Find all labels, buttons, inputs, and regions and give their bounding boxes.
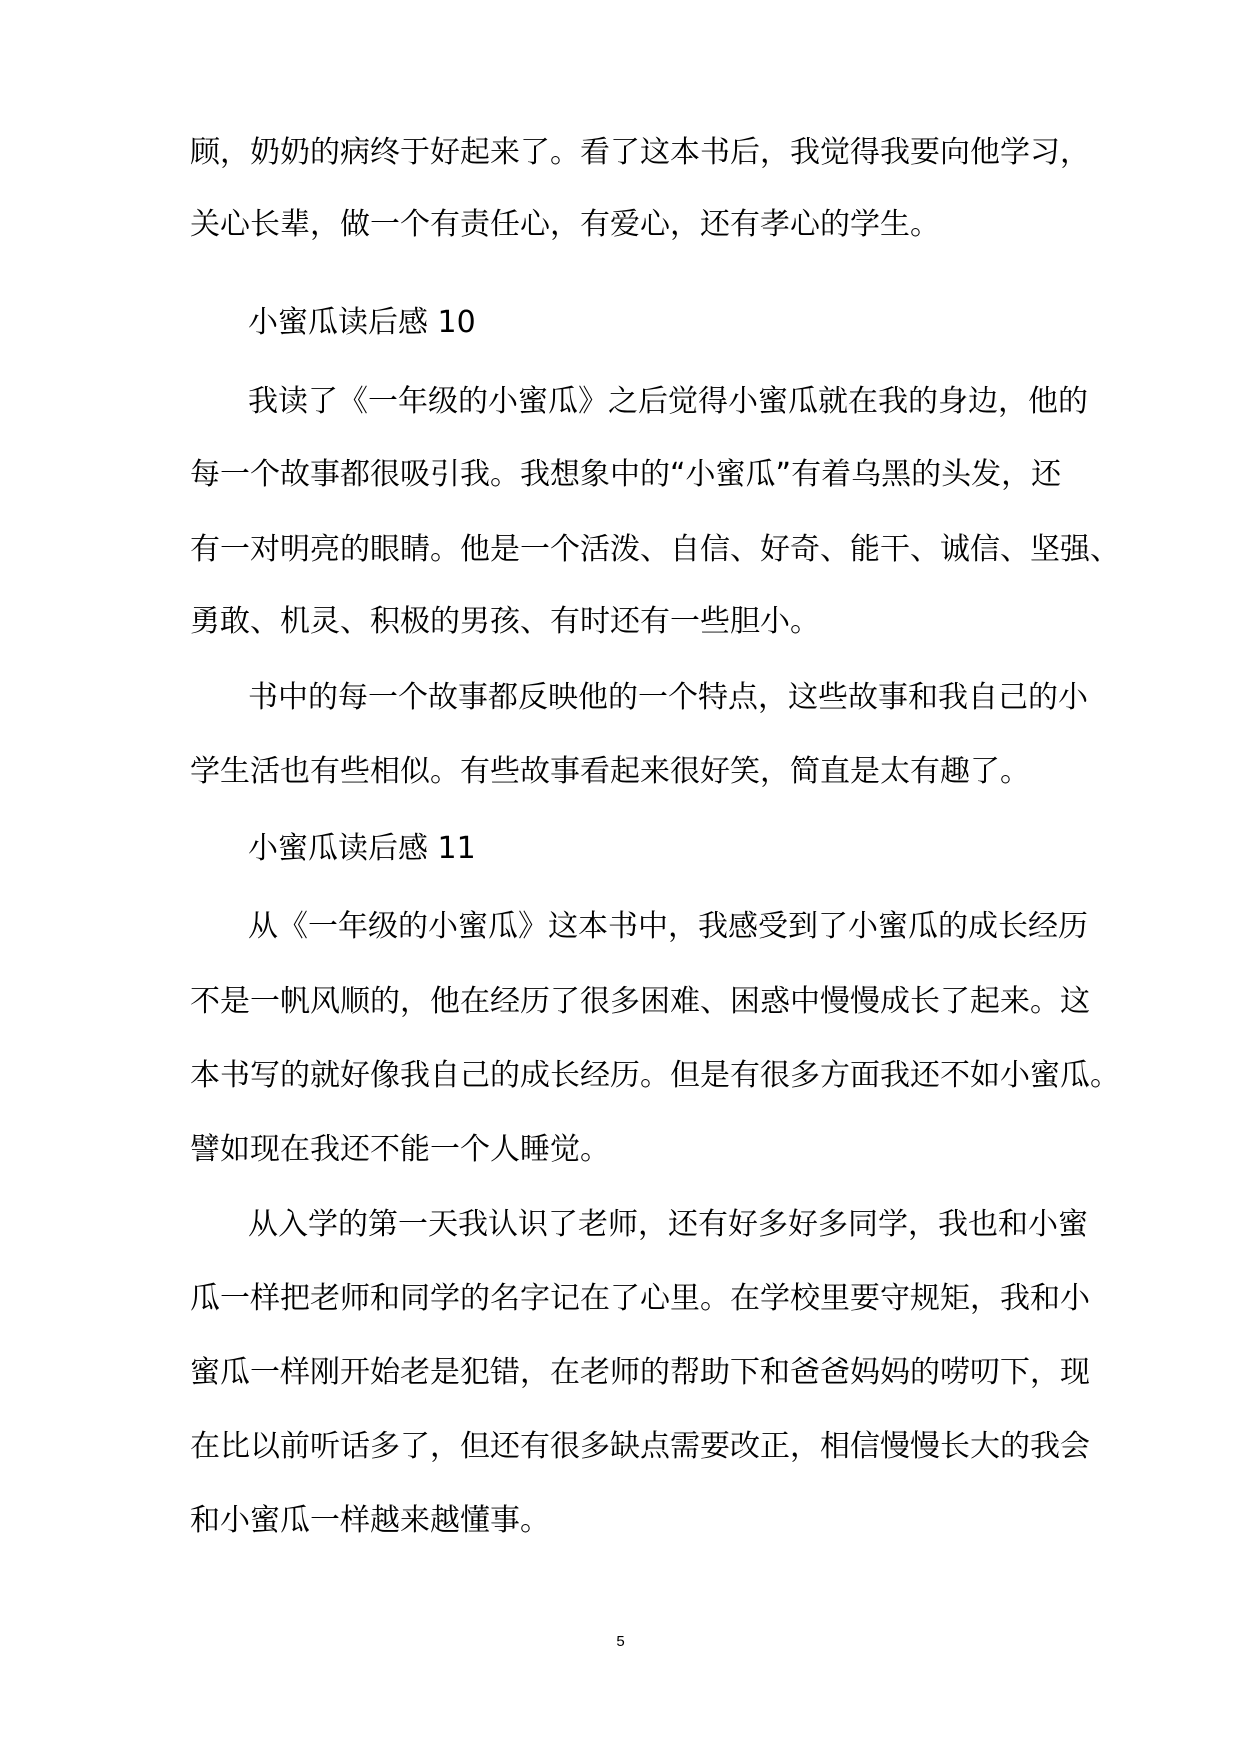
paragraph-line: 勇敢、机灵、积极的男孩、有时还有一些胆小。 (190, 604, 820, 639)
paragraph-line: 书中的每一个故事都反映他的一个特点，这些故事和我自己的小 (248, 680, 1088, 715)
page-number: 5 (616, 1633, 625, 1650)
paragraph-line: 不是一帆风顺的，他在经历了很多困难、困惑中慢慢成长了起来。这 (190, 984, 1090, 1019)
paragraph-line: 从入学的第一天我认识了老师，还有好多好多同学，我也和小蜜 (248, 1207, 1088, 1242)
paragraph-line: 蜜瓜一样刚开始老是犯错，在老师的帮助下和爸爸妈妈的唠叨下，现 (190, 1355, 1090, 1390)
paragraph-line: 从《一年级的小蜜瓜》这本书中，我感受到了小蜜瓜的成长经历 (248, 909, 1088, 944)
paragraph-line: 顾，奶奶的病终于好起来了。看了这本书后，我觉得我要向他学习， (190, 135, 1090, 170)
paragraph-line: 瓜一样把老师和同学的名字记在了心里。在学校里要守规矩，我和小 (190, 1281, 1090, 1316)
section-heading: 小蜜瓜读后感 10 (248, 305, 476, 340)
paragraph-line: 有一对明亮的眼睛。他是一个活泼、自信、好奇、能干、诚信、坚强、 (190, 532, 1120, 567)
paragraph-line: 每一个故事都很吸引我。我想象中的“小蜜瓜”有着乌黑的头发，还 (190, 457, 1062, 492)
paragraph-line: 譬如现在我还不能一个人睡觉。 (190, 1132, 610, 1167)
paragraph-line: 本书写的就好像我自己的成长经历。但是有很多方面我还不如小蜜瓜。 (190, 1058, 1120, 1093)
paragraph-line: 关心长辈，做一个有责任心，有爱心，还有孝心的学生。 (190, 207, 940, 242)
paragraph-line: 学生活也有些相似。有些故事看起来很好笑，简直是太有趣了。 (190, 754, 1030, 789)
paragraph-line: 和小蜜瓜一样越来越懂事。 (190, 1503, 550, 1538)
paragraph-line: 我读了《一年级的小蜜瓜》之后觉得小蜜瓜就在我的身边，他的 (248, 384, 1088, 419)
section-heading: 小蜜瓜读后感 11 (248, 831, 476, 866)
paragraph-line: 在比以前听话多了，但还有很多缺点需要改正，相信慢慢长大的我会 (190, 1429, 1090, 1464)
